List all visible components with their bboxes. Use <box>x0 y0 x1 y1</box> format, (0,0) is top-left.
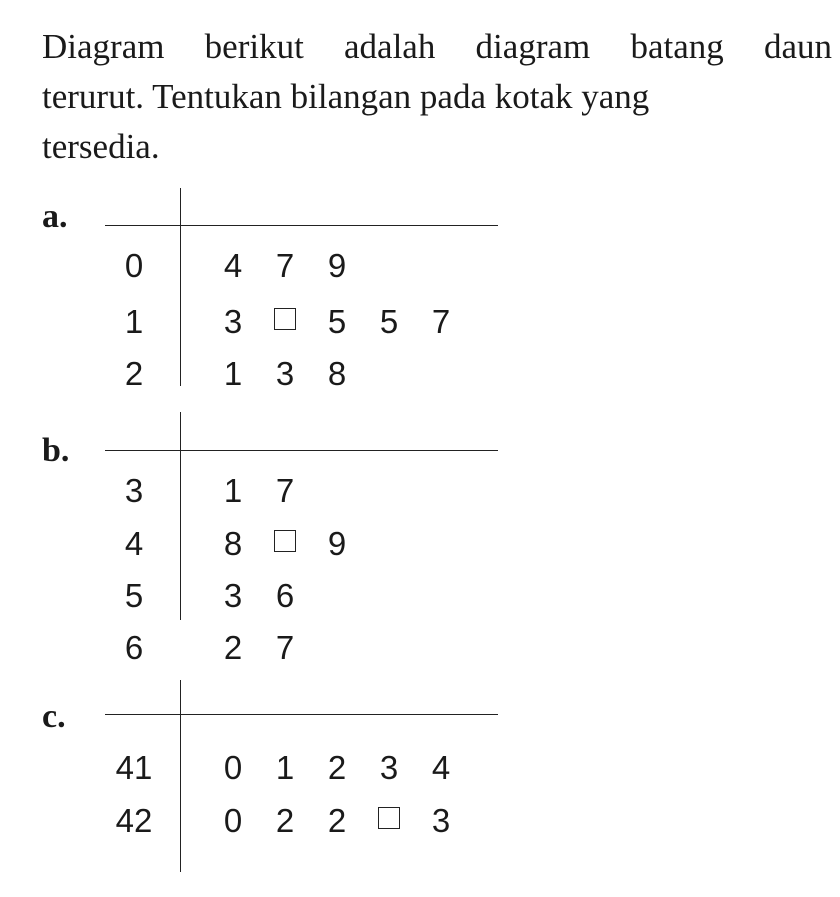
leaf-digit: 5 <box>327 303 347 340</box>
stem-leaf-row <box>0 518 840 570</box>
stem-value: 3 <box>124 472 144 509</box>
stem-leaf-row <box>0 465 840 517</box>
leaf-group <box>0 240 840 292</box>
stem-leaf-row <box>0 742 840 794</box>
leaf-digit: 4 <box>431 749 451 786</box>
leaf-group <box>0 795 840 847</box>
leaf-digit: 3 <box>275 355 295 392</box>
leaf-digit: 9 <box>327 525 347 562</box>
blank-box <box>378 807 400 829</box>
leaf-digit: 6 <box>275 577 295 614</box>
stem-leaf-row <box>0 296 840 348</box>
stem-value: 6 <box>124 629 144 666</box>
leaf-digit: 1 <box>223 355 243 392</box>
leaf-group <box>0 622 840 674</box>
leaf-group <box>0 296 840 348</box>
leaf-digit: 4 <box>223 247 243 284</box>
leaf-digit: 7 <box>275 629 295 666</box>
leaf-digit: 8 <box>223 525 243 562</box>
leaf-digit: 3 <box>379 749 399 786</box>
leaf-digit: 9 <box>327 247 347 284</box>
stem-leaf-row <box>0 570 840 622</box>
leaf-digit: 3 <box>223 303 243 340</box>
problem-a-label: a. <box>42 198 68 235</box>
stem-value: 42 <box>115 802 153 839</box>
stem-value: 41 <box>115 749 153 786</box>
blank-box <box>274 530 296 552</box>
stem-value: 2 <box>124 355 144 392</box>
leaf-digit: 2 <box>327 802 347 839</box>
leaf-digit: 1 <box>223 472 243 509</box>
leaf-digit: 2 <box>223 629 243 666</box>
problem-a-header-line <box>105 225 498 226</box>
problem-c-label: c. <box>42 698 66 735</box>
stem-leaf-row <box>0 240 840 292</box>
leaf-digit: 0 <box>223 802 243 839</box>
stem-leaf-row <box>0 795 840 847</box>
instruction-line-3: tersedia. <box>42 127 160 166</box>
leaf-group <box>0 348 840 400</box>
leaf-digit: 7 <box>275 472 295 509</box>
leaf-group <box>0 742 840 794</box>
leaf-group <box>0 465 840 517</box>
problem-c-header-line <box>105 714 498 715</box>
problem-b-label: b. <box>42 432 70 469</box>
instruction-line-1: Diagram berikut adalah diagram batang daun <box>42 27 832 66</box>
leaf-digit: 2 <box>327 749 347 786</box>
leaf-digit: 3 <box>223 577 243 614</box>
stem-value: 0 <box>124 247 144 284</box>
leaf-digit: 0 <box>223 749 243 786</box>
leaf-digit: 2 <box>275 802 295 839</box>
leaf-digit: 3 <box>431 802 451 839</box>
stem-value: 4 <box>124 525 144 562</box>
leaf-digit: 1 <box>275 749 295 786</box>
blank-box <box>274 308 296 330</box>
leaf-digit: 5 <box>379 303 399 340</box>
stem-leaf-row <box>0 348 840 400</box>
stem-leaf-row <box>0 622 840 674</box>
leaf-digit: 8 <box>327 355 347 392</box>
stem-value: 5 <box>124 577 144 614</box>
stem-value: 1 <box>124 303 144 340</box>
leaf-group <box>0 518 840 570</box>
instruction-line-2: terurut. Tentukan bilangan pada kotak yang <box>42 77 650 116</box>
problem-b-header-line <box>105 450 498 451</box>
leaf-digit: 7 <box>431 303 451 340</box>
leaf-group <box>0 570 840 622</box>
leaf-digit: 7 <box>275 247 295 284</box>
instruction-text <box>42 22 832 172</box>
